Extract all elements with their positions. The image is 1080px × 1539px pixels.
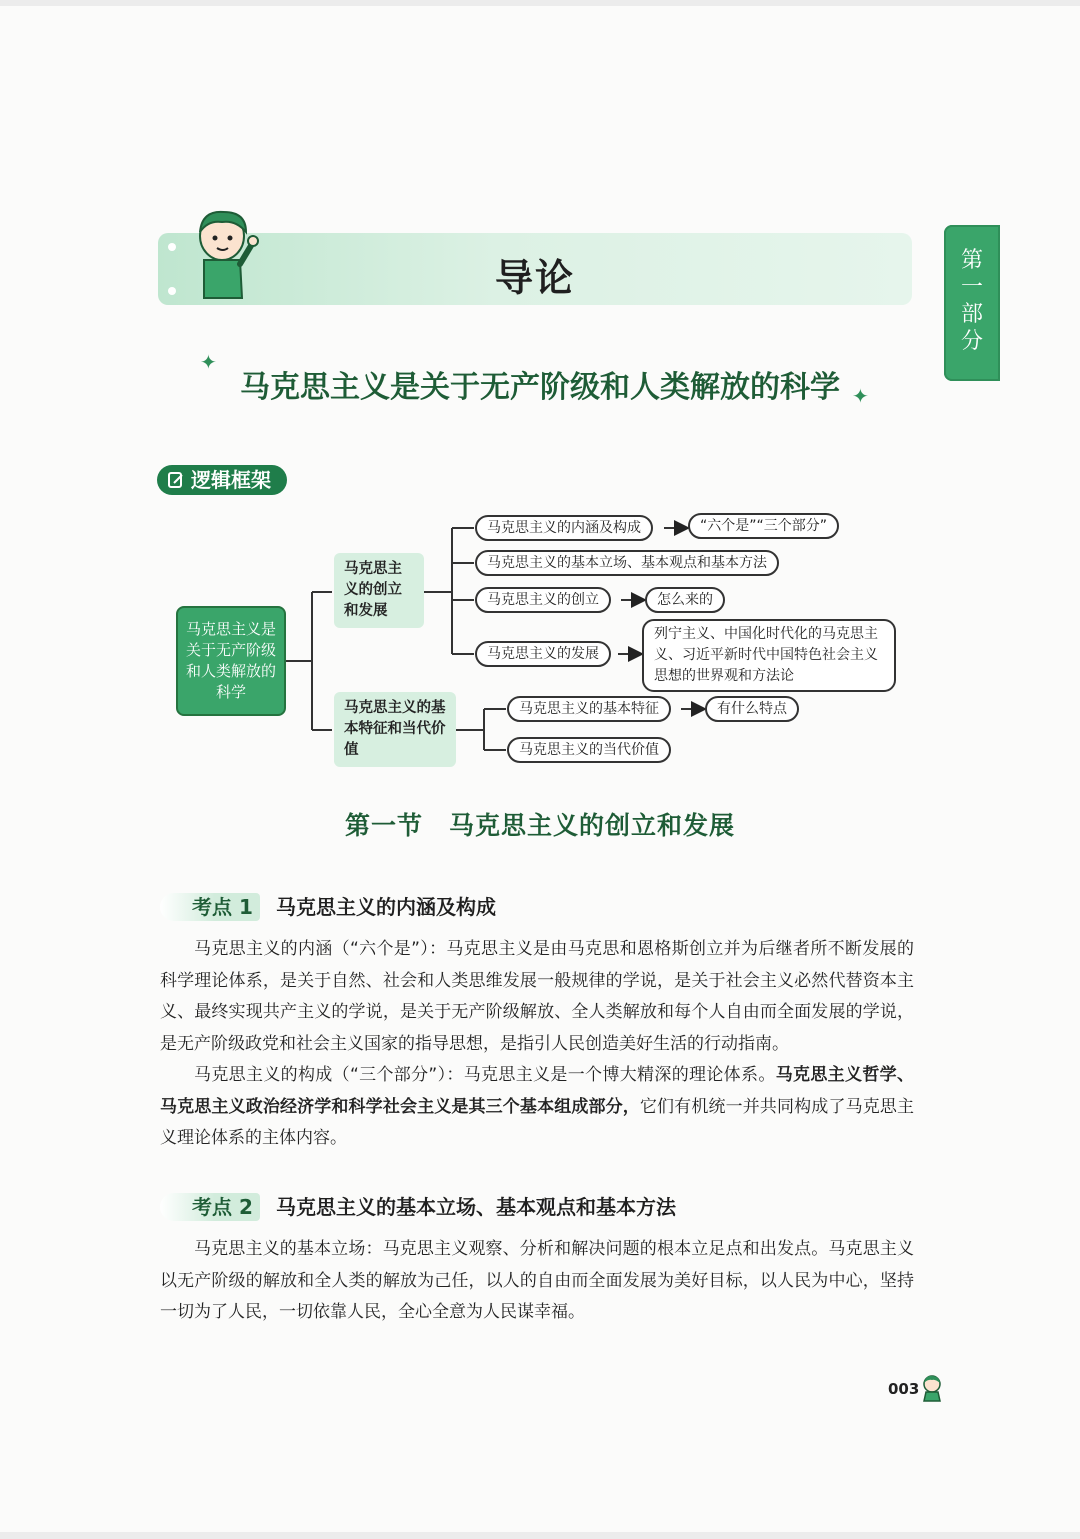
mindmap-leaf: 马克思主义的发展 [475,641,611,667]
part-side-tab-label: 第一部分 [961,248,984,354]
kaodian-2-paragraph-1: 马克思主义的基本立场：马克思主义观察、分析和解决问题的根本立足点和出发点。马克思主义以无产阶级的解放和全人类的解放为己任，以人的自由而全面发展为美好目标，以人民为中心，坚持一切为了人民，一切依靠人民，全心全意为人民谋幸福。 [160,1239,914,1322]
mindmap-leaf: 怎么来的 [645,587,725,613]
mascot-small-icon [920,1374,944,1402]
kaodian-heading: 马克思主义的内涵及构成 [276,895,496,919]
kaodian-tag: 考点 2 [160,1193,260,1221]
mindmap-leaf: 马克思主义的当代价值 [507,737,671,763]
mindmap-branch-founding: 马克思主义的创立和发展 [334,553,424,628]
kaodian-1-paragraph-1: 马克思主义的内涵（“六个是”）：马克思主义是由马克思和恩格斯创立并为后继者所不断发展的科学理论体系，是关于自然、社会和人类思维发展一般规律的学说，是关于社会主义必然代替资本主义、最终实现共产主义的学说，是关于无产阶级解放、全人类解放和每个人自由而全面发展的学说，是无产阶级政党和社会主义国家的指导思想，是指引人民创造美好生活的行动指南。 [160,939,914,1054]
mindmap-leaf: “六个是”“三个部分” [688,513,839,539]
sparkle-icon: ✦ [200,350,217,374]
mindmap-leaf: 列宁主义、中国化时代化的马克思主义、习近平新时代中国特色社会主义思想的世界观和方法论 [642,619,896,692]
logic-framework-label: 逻辑框架 [157,465,287,495]
mindmap-leaf: 马克思主义的内涵及构成 [475,515,653,541]
bottom-edge [0,1532,1080,1539]
mindmap-leaf: 马克思主义的基本立场、基本观点和基本方法 [475,550,779,576]
mindmap-leaf: 马克思主义的创立 [475,587,611,613]
page-number: 003 [888,1380,920,1398]
chapter-title: 导论 [494,256,575,300]
mindmap-leaf: 马克思主义的基本特征 [507,696,671,722]
section-title: 第一节 马克思主义的创立和发展 [344,811,735,840]
kaodian-tag: 考点 1 [160,893,260,921]
mindmap-branch-features: 马克思主义的基本特征和当代价值 [334,692,456,767]
chapter-subtitle: 马克思主义是关于无产阶级和人类解放的科学 [240,370,840,405]
mindmap-leaf: 有什么特点 [705,696,799,722]
kaodian-heading: 马克思主义的基本立场、基本观点和基本方法 [276,1195,676,1219]
mindmap-root: 马克思主义是关于无产阶级和人类解放的科学 [176,606,286,716]
sparkle-icon: ✦ [852,384,869,408]
kaodian-1-paragraph-2: 马克思主义的构成（“三个部分”）：马克思主义是一个博大精深的理论体系。马克思主义哲学、马克思主义政治经济学和科学社会主义是其三个基本组成部分，它们有机统一并共同构成了马克思主义理论体系的主体内容。 [160,1065,914,1148]
